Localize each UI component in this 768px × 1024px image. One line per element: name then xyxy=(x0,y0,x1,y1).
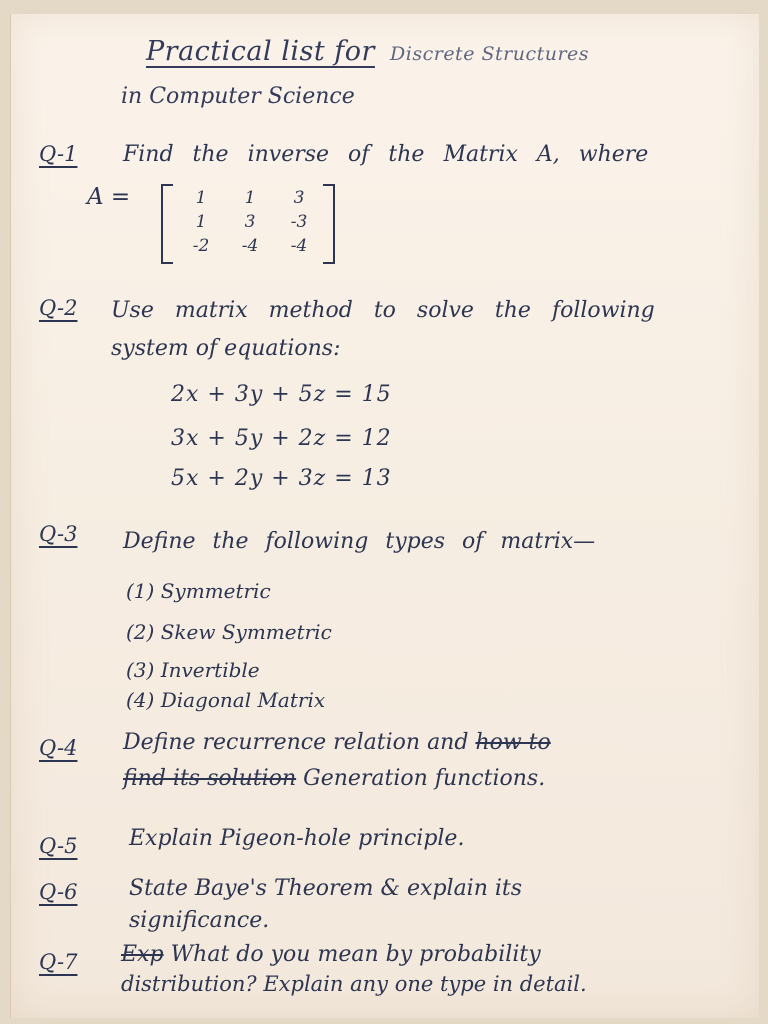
matrix-row xyxy=(181,212,319,232)
matrix-cell: 1 xyxy=(195,188,207,208)
q1-label: Q-1 xyxy=(39,142,78,166)
q2-line2: system of equations: xyxy=(111,336,341,361)
matrix-row xyxy=(181,188,319,208)
q6-line1: State Baye's Theorem & explain its xyxy=(129,876,523,901)
q2-line1: Use matrix method to solve the following xyxy=(111,298,655,323)
matrix-type-item: (4) Diagonal Matrix xyxy=(126,688,326,712)
q4-struck-text: how to xyxy=(475,730,551,755)
q4-struck-text: find its solution xyxy=(123,766,297,791)
matrix-type-item: (1) Symmetric xyxy=(126,579,271,603)
q5-text: Explain Pigeon-hole principle. xyxy=(129,826,465,851)
q7-struck-text: Exp xyxy=(121,942,164,967)
notebook-page xyxy=(10,14,759,1018)
q3-label: Q-3 xyxy=(39,522,78,546)
page-subtitle: in Computer Science xyxy=(121,84,355,109)
q7-label: Q-7 xyxy=(39,950,78,974)
matrix-type-item: (2) Skew Symmetric xyxy=(126,620,332,644)
matrix-type-item: (3) Invertible xyxy=(126,658,260,682)
q4-line2-text: Generation functions. xyxy=(303,766,546,791)
matrix-cell: 3 xyxy=(244,212,256,232)
q4-line1 xyxy=(123,730,551,755)
matrix-cell: -3 xyxy=(290,212,308,232)
title-main: Practical list for xyxy=(146,36,375,67)
matrix-cell: 1 xyxy=(244,188,256,208)
equation: 5x + 2y + 3z = 13 xyxy=(171,466,392,491)
matrix-row xyxy=(181,236,319,256)
q3-text: Define the following types of matrix— xyxy=(123,529,596,554)
matrix-a xyxy=(161,184,335,264)
q6-line2: significance. xyxy=(129,908,270,933)
equation: 2x + 3y + 5z = 15 xyxy=(171,382,392,407)
matrix-cell: 1 xyxy=(195,212,207,232)
q7-line1 xyxy=(121,942,541,967)
matrix-name: A = xyxy=(87,184,131,210)
matrix-cell: 3 xyxy=(293,188,305,208)
q5-label: Q-5 xyxy=(39,834,78,858)
matrix-cell: -2 xyxy=(192,236,210,256)
matrix-cell: -4 xyxy=(290,236,308,256)
title-course: Discrete Structures xyxy=(390,43,590,65)
q2-label: Q-2 xyxy=(39,296,78,320)
q4-line1-text: Define recurrence relation and xyxy=(123,730,469,755)
q1-text: Find the inverse of the Matrix A, where xyxy=(123,142,649,167)
q4-label: Q-4 xyxy=(39,736,78,760)
page-title xyxy=(146,36,589,67)
matrix-cell: -4 xyxy=(241,236,259,256)
equation: 3x + 5y + 2z = 12 xyxy=(171,426,392,451)
q7-line1-text: What do you mean by probability xyxy=(170,942,541,967)
q7-line2: distribution? Explain any one type in detail. xyxy=(121,972,587,996)
q6-label: Q-6 xyxy=(39,880,78,904)
q4-line2 xyxy=(123,766,545,791)
